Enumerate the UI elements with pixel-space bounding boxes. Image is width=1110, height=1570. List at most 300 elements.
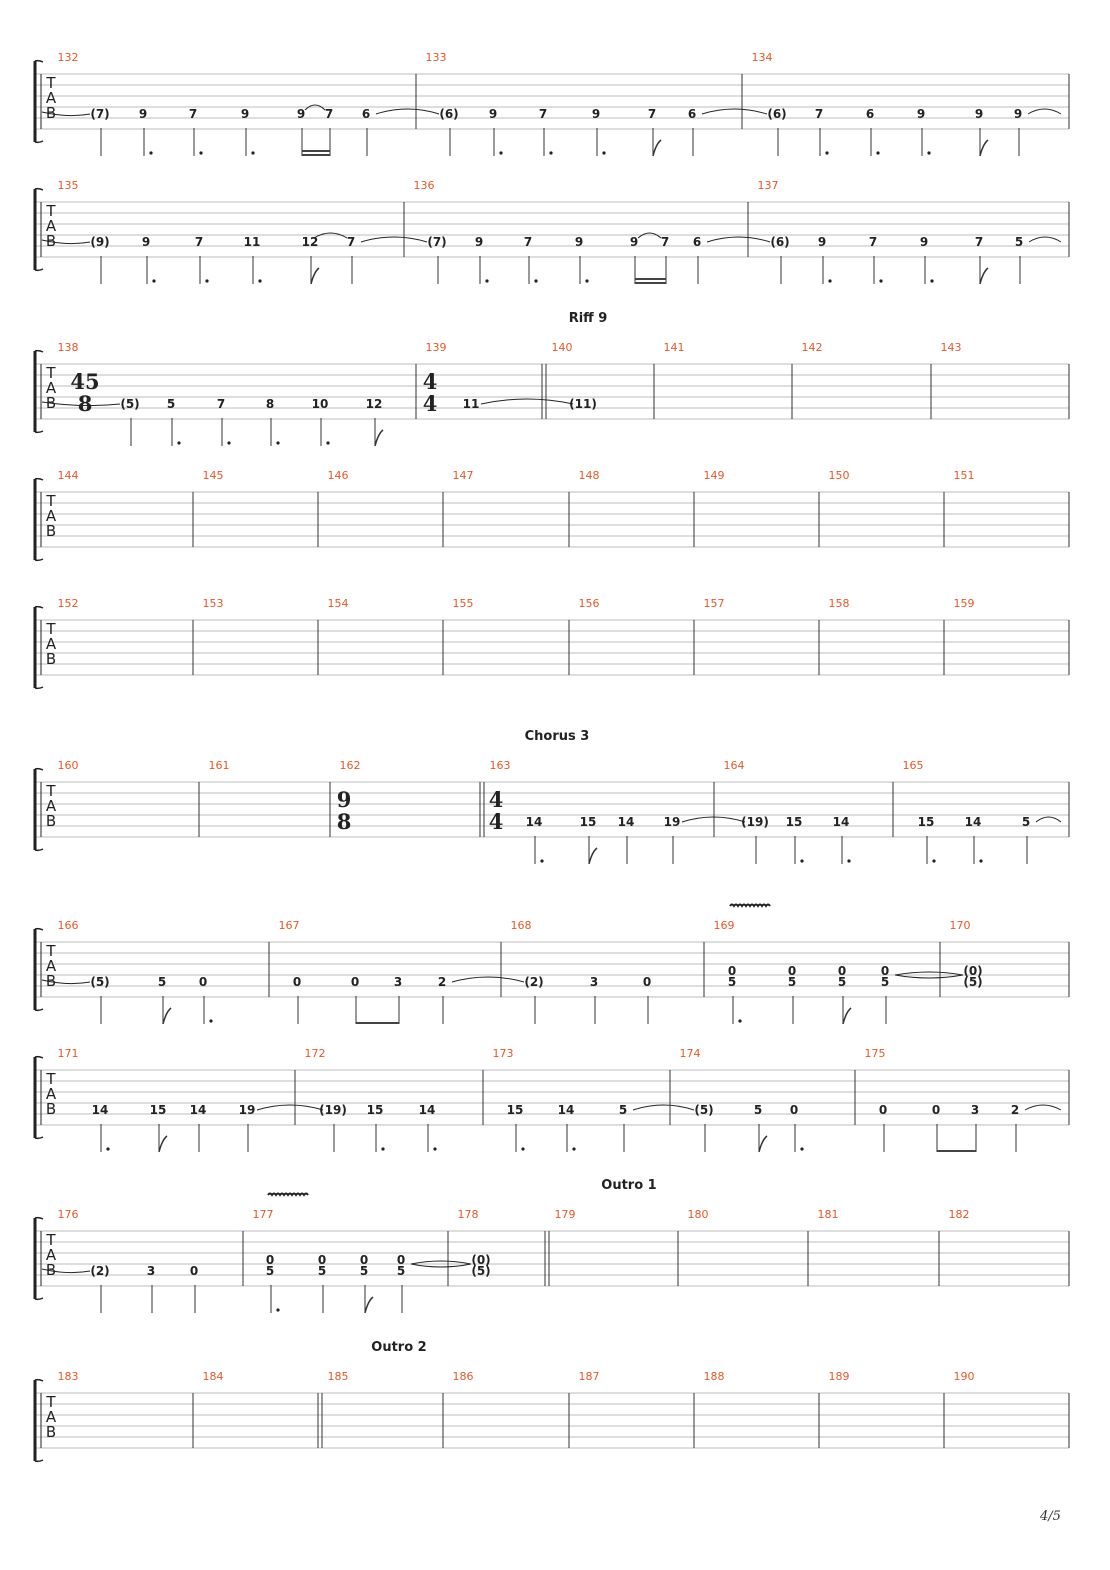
augmentation-dot [825,151,828,154]
fret-number: 5 [618,1103,628,1117]
rhythm-beam [356,1022,399,1024]
augmentation-dot [152,279,155,282]
fret-number: (7) [427,235,447,249]
fret-number: 14 [418,1103,436,1117]
tab-note [575,235,589,284]
augmentation-dot [177,441,180,444]
fret-number: (2) [524,975,544,989]
fret-number: 0 [396,1253,406,1267]
augmentation-dot [930,279,933,282]
tab-note [788,964,796,1024]
measure-number: 186 [452,1370,474,1383]
tab-clef-letter: B [45,522,57,540]
time-signature-bottom: 8 [77,391,93,416]
tie-arc [1028,109,1061,114]
tab-clef-letter: T [46,1231,56,1249]
measure-number: 132 [57,51,79,64]
measure-number: 155 [452,597,474,610]
fret-number: 9 [240,107,250,121]
tab-note [190,1103,207,1152]
measure-number: 142 [801,341,823,354]
tab-note [439,107,458,156]
tab-note [558,1103,576,1152]
measure-number: 143 [940,341,962,354]
measure-number: 149 [703,469,725,482]
tab-note [767,107,786,156]
fret-number: (11) [569,397,597,411]
rhythm-beam [635,278,666,280]
time-signature-bottom: 8 [336,809,352,834]
tab-note [139,107,153,156]
augmentation-dot [276,441,279,444]
fret-number: (0) [471,1253,491,1267]
eighth-flag [980,140,988,156]
fret-number: 10 [311,397,329,411]
fret-number: 5 [753,1103,763,1117]
fret-number: 9 [574,235,584,249]
fret-number: 5 [1014,235,1024,249]
time-signature-top: 45 [70,369,100,394]
tab-system [35,1340,1069,1461]
fret-number: 15 [506,1103,524,1117]
tab-clef-letter: A [45,635,57,653]
augmentation-dot [585,279,588,282]
tab-note [325,107,333,156]
augmentation-dot [149,151,152,154]
augmentation-dot [199,151,202,154]
tab-note [244,235,262,284]
fret-number: 14 [91,1103,109,1117]
time-signature-top: 4 [422,369,438,394]
tie-arc [1029,237,1061,242]
augmentation-dot [572,1147,575,1150]
augmentation-dot [499,151,502,154]
tab-note [1011,1103,1061,1152]
measure-number: 146 [327,469,349,482]
measure-number: 174 [679,1047,701,1060]
measure-number: 188 [703,1370,725,1383]
fret-number: 3 [589,975,599,989]
fret-number: 0 [878,1103,888,1117]
tab-note [489,107,503,156]
tab-note [818,235,832,284]
tab-note [147,1264,155,1313]
measure-number: 139 [425,341,447,354]
fret-number: (6) [767,107,787,121]
tab-clef-letter: B [45,1100,57,1118]
fret-number: 0 [837,964,847,978]
tab-note [150,1103,167,1152]
measure-number: 158 [828,597,850,610]
measure-number: 166 [57,919,79,932]
tab-clef-letter: A [45,1085,57,1103]
rhythm-beam [937,1150,976,1152]
measure-number: 184 [202,1370,224,1383]
tab-system [35,469,1069,560]
tab-clef-letter: B [45,104,57,122]
augmentation-dot [879,279,882,282]
tab-note [770,235,789,284]
measure-number: 137 [757,179,779,192]
fret-number: 0 [727,964,737,978]
tab-note [741,815,769,864]
measure-number: 180 [687,1208,709,1221]
fret-number: 9 [591,107,601,121]
tie-arc [361,237,427,242]
tab-note [92,1103,110,1152]
fret-number: 5 [727,975,737,989]
fret-number: 11 [462,397,480,411]
tab-note [366,397,383,446]
fret-number: 7 [523,235,533,249]
tab-note [217,397,231,446]
measure-number: 168 [510,919,532,932]
tab-note [590,975,598,1024]
fret-number: 7 [814,107,824,121]
measure-number: 150 [828,469,850,482]
measure-number: 179 [554,1208,576,1221]
fret-number: 7 [647,107,657,121]
tab-note [1014,107,1061,156]
tab-note [833,815,851,864]
tie-arc [257,1105,323,1110]
fret-number: (0) [963,964,983,978]
tab-clef-letter: A [45,1246,57,1264]
fret-number: 7 [188,107,198,121]
augmentation-dot [485,279,488,282]
augmentation-dot [800,859,803,862]
tab-note [815,107,829,156]
tab-system [35,51,1069,156]
fret-number: 5 [396,1264,406,1278]
fret-number: 5 [1021,815,1031,829]
tab-note [199,975,213,1024]
tab-note [754,1103,767,1152]
tab-clef-letter: B [45,232,57,250]
tab-system [35,1178,1069,1313]
measure-number: 167 [278,919,300,932]
rhythm-beam [635,282,666,284]
measure-number: 134 [751,51,773,64]
augmentation-dot [521,1147,524,1150]
tie-arc [1036,817,1061,822]
tab-note [397,1253,471,1313]
measure-number: 162 [339,759,361,772]
section-label: Outro 2 [371,1340,427,1355]
tab-clef-letter: B [45,650,57,668]
augmentation-dot [927,151,930,154]
measure-number: 153 [202,597,224,610]
tab-clef-letter: T [46,364,56,382]
fret-number: 9 [474,235,484,249]
fret-number: (19) [319,1103,347,1117]
augmentation-dot [979,859,982,862]
fret-number: 6 [361,107,371,121]
tab-system [35,311,1069,446]
fret-number: (5) [90,975,110,989]
fret-number: 5 [166,397,176,411]
tab-note [526,815,544,864]
tab-note [879,1103,887,1152]
tab-note [463,397,573,411]
page-number: 4/5 [1040,1509,1061,1524]
tab-note [932,1103,940,1152]
augmentation-dot [251,151,254,154]
tab-clef-letter: T [46,492,56,510]
fret-number: 14 [832,815,850,829]
time-signature-bottom: 4 [422,391,438,416]
augmentation-dot [381,1147,384,1150]
tab-clef-letter: T [46,620,56,638]
section-label: Outro 1 [601,1178,657,1193]
tie-arc [707,237,770,242]
measure-number: 173 [492,1047,514,1060]
eighth-flag [311,268,319,284]
fret-number: 5 [880,975,890,989]
tab-note [347,235,427,284]
augmentation-dot [549,151,552,154]
fret-number: 3 [970,1103,980,1117]
tab-note [1015,235,1061,284]
fret-number: 0 [265,1253,275,1267]
fret-number: 15 [366,1103,384,1117]
fret-number: 5 [157,975,167,989]
augmentation-dot [602,151,605,154]
fret-number: 15 [917,815,935,829]
tab-note [394,975,402,1024]
tab-note [42,975,110,1024]
tab-note [664,815,745,864]
measure-number: 140 [551,341,573,354]
measure-number: 148 [578,469,600,482]
fret-number: 5 [359,1264,369,1278]
tab-note [728,964,742,1024]
tab-note [920,235,934,284]
augmentation-dot [106,1147,109,1150]
augmentation-dot [209,1019,212,1022]
measure-number: 164 [723,759,745,772]
augmentation-dot [227,441,230,444]
fret-number: 19 [238,1103,256,1117]
fret-number: 3 [393,975,403,989]
tab-note [569,397,597,411]
tab-note [438,975,524,1024]
fret-number: 5 [317,1264,327,1278]
measure-number: 172 [304,1047,326,1060]
tab-note [362,107,439,156]
fret-number: 12 [365,397,383,411]
fret-number: 6 [865,107,875,121]
tab-note [42,235,110,284]
fret-number: (7) [90,107,110,121]
tab-note [318,1253,326,1313]
tab-note [618,815,635,864]
measure-number: 169 [713,919,735,932]
time-signature-bottom: 4 [488,809,504,834]
fret-number: 7 [324,107,334,121]
measure-number: 157 [703,597,725,610]
fret-number: 0 [931,1103,941,1117]
fret-number: 5 [787,975,797,989]
measure-number: 163 [489,759,511,772]
tab-note [688,107,767,156]
tab-note [189,107,203,156]
tab-clef-letter: B [45,394,57,412]
fret-number: 15 [785,815,803,829]
fret-number: (9) [90,235,110,249]
measure-number: 136 [413,179,435,192]
fret-number: 9 [1013,107,1023,121]
tab-note [293,975,301,1024]
tab-note [190,1264,198,1313]
tab-note [302,235,319,284]
tab-note [142,235,156,284]
tab-note [266,1253,280,1313]
fret-number: 9 [919,235,929,249]
fret-number: 0 [292,975,302,989]
fret-number: 7 [868,235,878,249]
tab-note [471,1253,490,1278]
fret-number: (5) [694,1103,714,1117]
fret-number: 7 [660,235,670,249]
augmentation-dot [847,859,850,862]
tab-note [312,397,330,446]
measure-number: 159 [953,597,975,610]
tab-note [297,107,305,156]
fret-number: 15 [149,1103,167,1117]
tab-clef-letter: A [45,507,57,525]
fret-number: 0 [350,975,360,989]
eighth-flag [653,140,661,156]
fret-number: 7 [194,235,204,249]
fret-number: 0 [359,1253,369,1267]
augmentation-dot [828,279,831,282]
fret-number: 2 [1010,1103,1020,1117]
tab-note [693,235,770,284]
tab-clef-letter: A [45,89,57,107]
measure-number: 170 [949,919,971,932]
fret-number: 9 [488,107,498,121]
tab-note [475,235,489,284]
eighth-flag [163,1008,171,1024]
fret-number: 14 [525,815,543,829]
tie-arc [1025,1105,1061,1110]
tab-clef-letter: A [45,797,57,815]
measure-number: 135 [57,179,79,192]
eighth-flag [365,1297,373,1313]
eighth-flag [980,268,988,284]
tab-note [786,815,804,864]
measure-number: 145 [202,469,224,482]
measure-number: 165 [902,759,924,772]
eighth-flag [589,848,597,864]
tab-note [975,235,988,284]
tab-clef-letter: B [45,1423,57,1441]
tab-note [643,975,651,1024]
tab-note [360,1253,373,1313]
measure-number: 190 [953,1370,975,1383]
tab-note [619,1103,694,1152]
measure-number: 177 [252,1208,274,1221]
tab-note [507,1103,525,1152]
tab-clef-letter: B [45,812,57,830]
measure-number: 175 [864,1047,886,1060]
fret-number: (6) [439,107,459,121]
fret-number: 19 [663,815,681,829]
augmentation-dot [205,279,208,282]
fret-number: (5) [471,1264,491,1278]
fret-number: 6 [687,107,697,121]
measure-number: 176 [57,1208,79,1221]
tab-system [35,597,1069,688]
fret-number: (5) [120,397,140,411]
measure-number: 147 [452,469,474,482]
fret-number: 6 [692,235,702,249]
time-signature-top: 9 [336,787,352,812]
tab-note [971,1103,979,1152]
fret-number: 0 [880,964,890,978]
tie-arc [481,399,573,404]
measure-number: 133 [425,51,447,64]
rhythm-beam [302,154,330,156]
tab-note [592,107,606,156]
tab-note [167,397,181,446]
fret-number: 12 [301,235,319,249]
tab-clef-letter: T [46,942,56,960]
tab-note [241,107,255,156]
eighth-flag [375,430,383,446]
eighth-flag [159,1136,167,1152]
tie-arc [633,1105,694,1110]
fret-number: 0 [789,1103,799,1117]
fret-number: 7 [974,235,984,249]
tab-note [524,975,543,1024]
augmentation-dot [534,279,537,282]
tab-note [524,235,538,284]
measure-number: 156 [578,597,600,610]
fret-number: 8 [265,397,275,411]
tab-note [539,107,553,156]
fret-number: 11 [243,235,261,249]
fret-number: 7 [538,107,548,121]
tab-note [866,107,880,156]
fret-number: 7 [216,397,226,411]
augmentation-dot [326,441,329,444]
tab-note [195,235,209,284]
fret-number: 0 [317,1253,327,1267]
fret-number: 9 [974,107,984,121]
tab-note [158,975,171,1024]
augmentation-dot [800,1147,803,1150]
fret-number: (5) [963,975,983,989]
tab-note [427,235,446,284]
section-label: Chorus 3 [524,729,590,744]
fret-number: 14 [617,815,635,829]
measure-number: 161 [208,759,230,772]
tab-clef-letter: A [45,379,57,397]
tie-arc [702,109,767,114]
measure-number: 144 [57,469,79,482]
rhythm-beam [302,150,330,152]
tab-note [918,815,936,864]
tab-clef-letter: A [45,1408,57,1426]
eighth-flag [843,1008,851,1024]
tab-note [838,964,851,1024]
measure-number: 171 [57,1047,79,1060]
fret-number: 7 [346,235,356,249]
fret-number: 0 [198,975,208,989]
augmentation-dot [540,859,543,862]
